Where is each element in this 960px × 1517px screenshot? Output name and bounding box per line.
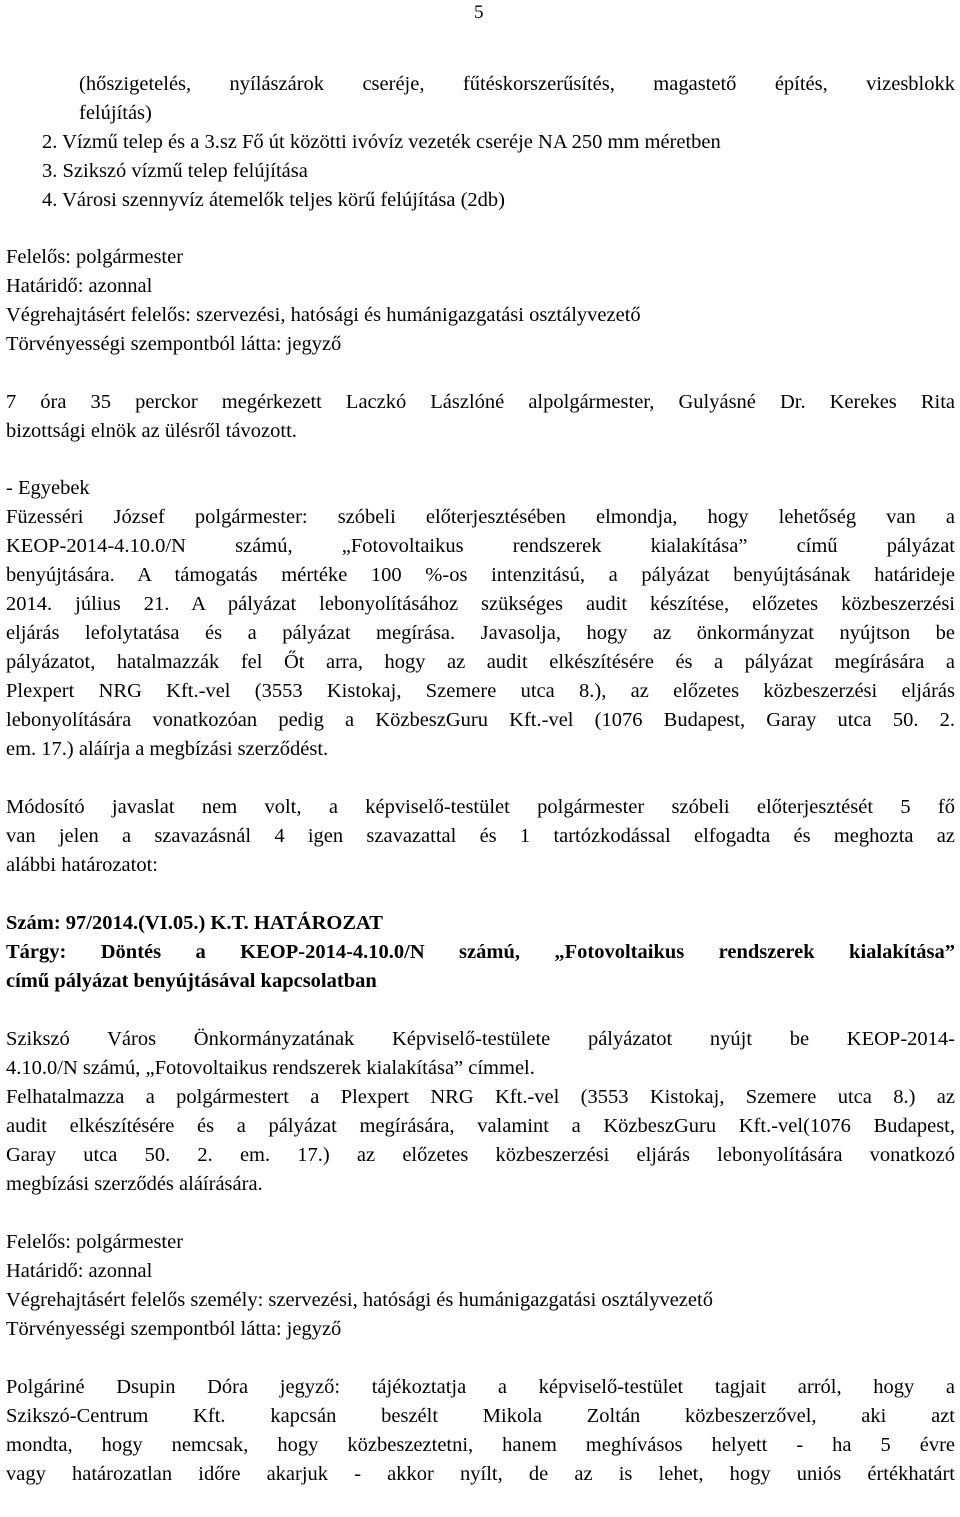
arrival-note <box>6 388 955 446</box>
paragraph-line: Polgáriné Dsupin Dóra jegyző: tájékoztatja a képviselő-testület tagjait arról, hogy a <box>6 1376 955 1398</box>
egyebek-section <box>6 474 955 764</box>
intro-list <box>6 70 955 215</box>
paragraph-line: Plexpert NRG Kft.-vel (3553 Kistokaj, Szemere utca 8.), az előzetes közbeszerzési eljárás <box>6 680 955 702</box>
paragraph-line-last: em. 17.) aláírja a megbízási szerződést. <box>6 738 329 760</box>
paragraph-line: Szikszó Város Önkormányzatának Képviselő-testülete pályázatot nyújt be KEOP-2014- <box>6 1028 955 1050</box>
paragraph-line: Szikszó-Centrum Kft. kapcsán beszélt Mikola Zoltán közbeszerzővel, aki azt <box>6 1405 955 1427</box>
paragraph-line: audit elkészítésére és a pályázat megírására, valamint a KözbeszGuru Kft.-vel(1076 Budapest, <box>6 1115 955 1137</box>
paragraph-line: pályázatot, hatalmazzák fel Őt arra, hogy az audit elkészítésére és a pályázat megírására a <box>6 651 955 673</box>
arrival-line-1: 7 óra 35 perckor megérkezett Laczkó Lászlóné alpolgármester, Gulyásné Dr. Kerekes Rita <box>6 391 955 413</box>
page-number: 5 <box>474 2 484 23</box>
resolution-subject-cont: című pályázat benyújtásával kapcsolatban <box>6 970 377 992</box>
paragraph-line: 2014. július 21. A pályázat lebonyolításához szükséges audit készítése, előzetes közbeszerzési <box>6 593 955 615</box>
hatarido-line: Határidő: azonnal <box>6 1260 153 1282</box>
paragraph-line-last: megbízási szerződés aláírására. <box>6 1173 263 1195</box>
intro-line-2: felújítás) <box>79 102 152 124</box>
arrival-line-2: bizottsági elnök az ülésről távozott. <box>6 420 297 442</box>
vote-section <box>6 793 955 880</box>
responsibility-block-2 <box>6 1228 955 1344</box>
vegrehajtas-line: Végrehajtásért felelős: szervezési, hatósági és humánigazgatási osztályvezető <box>6 304 641 326</box>
resolution-header <box>6 909 955 996</box>
paragraph-line: lebonyolítására vonatkozóan pedig a KözbeszGuru Kft.-vel (1076 Budapest, Garay utca 50. 2. <box>6 709 955 731</box>
paragraph-line: Garay utca 50. 2. em. 17.) az előzetes közbeszerzési eljárás lebonyolítására vonatkozó <box>6 1144 955 1166</box>
paragraph-line: Módosító javaslat nem volt, a képviselő-testület polgármester szóbeli előterjesztését 5 fő <box>6 796 955 818</box>
resolution-body <box>6 1025 955 1199</box>
paragraph-line: eljárás lefolytatása és a pályázat megírása. Javasolja, hogy az önkormányzat nyújtson be <box>6 622 955 644</box>
intro-line-1: (hőszigetelés, nyílászárok cseréje, fűtéskorszerűsítés, magastető építés, vizesblokk <box>79 73 955 95</box>
paragraph-line-last: alábbi határozatot: <box>6 854 158 876</box>
list-item: 3. Szikszó vízmű telep felújítása <box>42 160 308 182</box>
felelos-line: Felelős: polgármester <box>6 1231 184 1253</box>
resolution-number: Szám: 97/2014.(VI.05.) K.T. HATÁROZAT <box>6 912 383 934</box>
vegrehajtas-line: Végrehajtásért felelős személy: szervezési, hatósági és humánigazgatási osztályvezető <box>6 1289 713 1311</box>
paragraph-line: vagy határozatlan időre akarjuk - akkor nyílt, de az is lehet, hogy uniós értékhatárt <box>6 1463 955 1485</box>
resolution-subject: Tárgy: Döntés a KEOP-2014-4.10.0/N számú, „Fotovoltaikus rendszerek kialakítása” <box>6 941 955 963</box>
paragraph-line: Felhatalmazza a polgármestert a Plexpert NRG Kft.-vel (3553 Kistokaj, Szemere utca 8.) az <box>6 1086 955 1108</box>
torvenyesseg-line: Törvényességi szempontból látta: jegyző <box>6 333 342 355</box>
list-item: 2. Vízmű telep és a 3.sz Fő út közötti ivóvíz vezeték cseréje NA 250 mm méretben <box>42 131 721 153</box>
paragraph-line: van jelen a szavazásnál 4 igen szavazattal és 1 tartózkodással elfogadta és meghozta az <box>6 825 955 847</box>
responsibility-block-1 <box>6 243 955 359</box>
document-body <box>6 70 955 1489</box>
hatarido-line: Határidő: azonnal <box>6 275 153 297</box>
felelos-line: Felelős: polgármester <box>6 246 184 268</box>
paragraph-line: KEOP-2014-4.10.0/N számú, „Fotovoltaikus rendszerek kialakítása” című pályázat <box>6 535 955 557</box>
paragraph-line: mondta, hogy nemcsak, hogy közbeszeztetni, hanem meghívásos helyett - ha 5 évre <box>6 1434 955 1456</box>
list-item: 4. Városi szennyvíz átemelők teljes körű felújítása (2db) <box>42 189 506 211</box>
closing-section <box>6 1373 955 1489</box>
paragraph-line: Füzesséri József polgármester: szóbeli előterjesztésében elmondja, hogy lehetőség van a <box>6 506 955 528</box>
paragraph-line: benyújtására. A támogatás mértéke 100 %-os intenzitású, a pályázat benyújtásának határideje <box>6 564 955 586</box>
torvenyesseg-line: Törvényességi szempontból látta: jegyző <box>6 1318 342 1340</box>
section-heading: - Egyebek <box>6 477 90 499</box>
paragraph-line-last: 4.10.0/N számú, „Fotovoltaikus rendszerek kialakítása” címmel. <box>6 1057 535 1079</box>
